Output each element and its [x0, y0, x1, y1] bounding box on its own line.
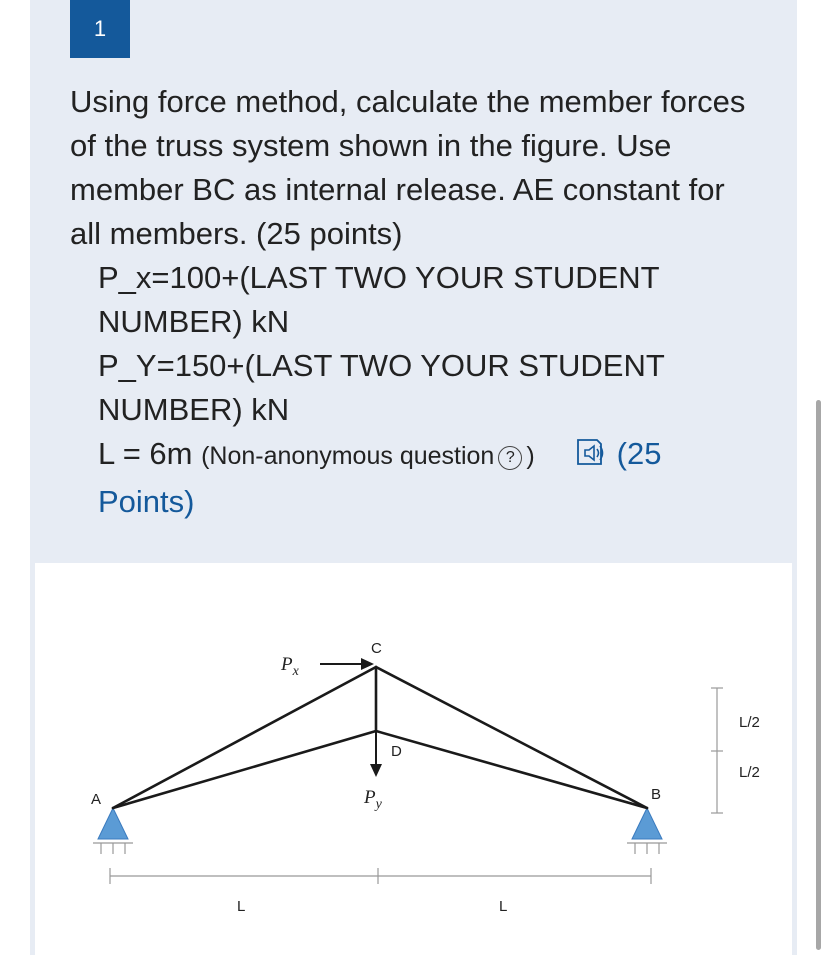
truss-figure	[35, 563, 792, 955]
scrollbar[interactable]	[816, 400, 821, 950]
support-b	[627, 808, 667, 854]
node-b-label: B	[651, 786, 662, 803]
question-number: 1	[93, 16, 107, 41]
close-paren: )	[526, 442, 535, 470]
question-prompt: Using force method, calculate the member forces of the truss system shown in the figure. Use member BC as internal release. AE constant for all members. (25 points)	[70, 84, 746, 251]
node-d-label: D	[391, 743, 402, 760]
help-circle-icon[interactable]: ?	[498, 446, 522, 470]
span-right-label: L	[499, 898, 508, 915]
py-label	[363, 787, 383, 812]
node-c-label: C	[371, 640, 382, 657]
px-line: P_x=100+(LAST TWO YOUR STUDENT NUMBER) kN	[98, 260, 660, 339]
l-value: L = 6m	[98, 436, 193, 471]
speaker-icon[interactable]	[575, 436, 615, 480]
px-label-main: P	[281, 654, 293, 675]
points-label: (25 Points)	[98, 436, 662, 519]
member-bc	[376, 667, 647, 808]
question-number-badge	[70, 0, 130, 58]
height-top-label: L/2	[739, 714, 760, 731]
height-dimension-line	[711, 688, 723, 813]
py-label-sub: y	[375, 797, 382, 812]
non-anonymous-label: (Non-anonymous question	[201, 442, 495, 470]
member-bd	[376, 731, 647, 808]
member-ac	[113, 667, 376, 808]
py-line: P_Y=150+(LAST TWO YOUR STUDENT NUMBER) kN	[98, 348, 665, 427]
px-label	[280, 654, 300, 679]
px-load-arrow	[320, 658, 374, 670]
span-left-label: L	[237, 898, 246, 915]
py-label-main: P	[364, 787, 376, 808]
span-dimension-line	[110, 868, 651, 884]
height-bottom-label: L/2	[739, 764, 760, 781]
l-line	[70, 432, 760, 524]
question-text	[70, 80, 760, 524]
member-ad	[113, 731, 376, 808]
node-a-label: A	[91, 791, 102, 808]
support-a	[93, 808, 133, 854]
py-load-arrow	[370, 731, 382, 777]
px-label-sub: x	[292, 664, 299, 679]
